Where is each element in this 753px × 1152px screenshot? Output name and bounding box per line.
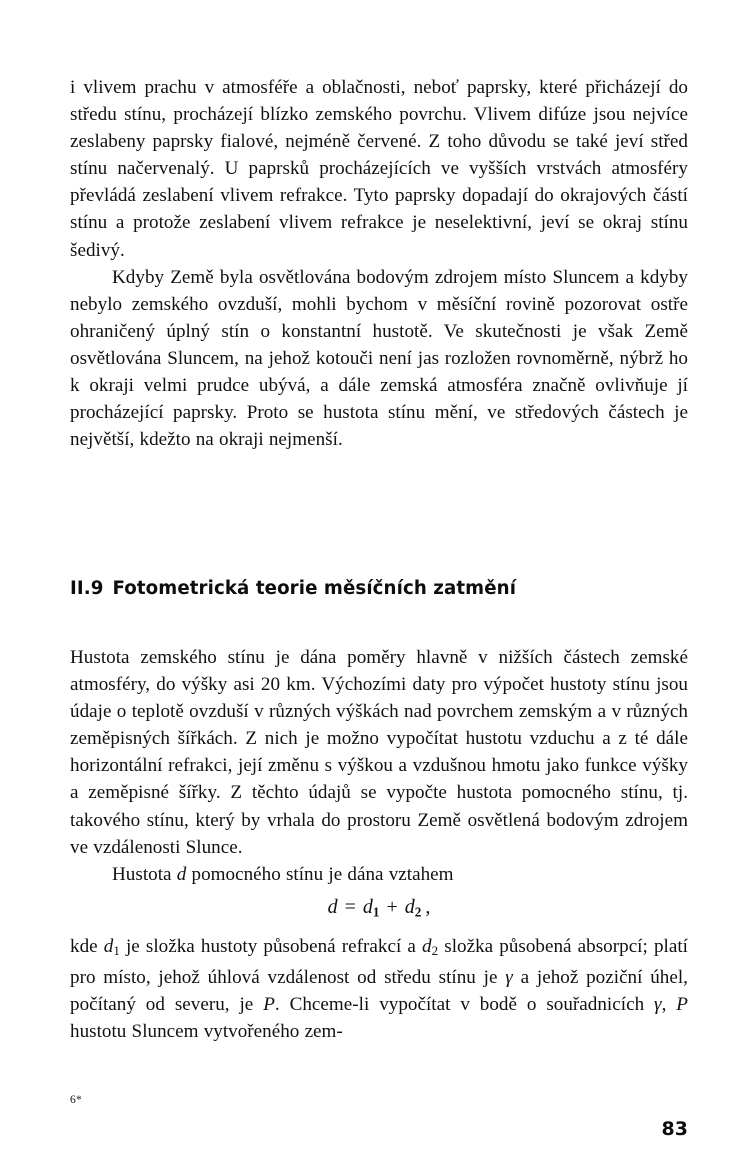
signature-mark: 6* xyxy=(70,1094,83,1106)
def-variable-d1-subscript: 1 xyxy=(113,942,120,958)
paragraph-density-intro xyxy=(70,861,688,888)
def-variable-d2-subscript: 2 xyxy=(431,942,439,958)
paragraph-shadow-density: Hustota zemského stínu je dána poměry hlavně v nižších částech zemské atmosféry, do výšky asi 20 km. Výchozími daty pro výpočet hustoty stínu jsou údaje o teplotě ovzduší v různých výškách nad povrchem zemským a v různých zeměpisných šířkách. Z nich je možno vypočítat hustotu vzduchu a z té dále horizontální refrakci, její změnu s výškou a vzdušnou hmotu jako funkce výšky a zeměpisné šířky. Z těchto údajů se vypočte hustota pomocného stínu, tj. takového stínu, který by vrhala do prostoru Země osvětlená bodovým zdrojem ve vzdálenosti Slunce. xyxy=(70,647,688,858)
def-segment-6: , xyxy=(661,993,677,1015)
def-variable-d2 xyxy=(422,936,438,957)
text-column-upper xyxy=(70,74,688,453)
equation-term-1 xyxy=(363,896,380,918)
density-intro-suffix: pomocného stínu je dána vztahem xyxy=(186,863,454,885)
def-variable-p-1: P xyxy=(263,993,275,1015)
density-intro-prefix: Hustota xyxy=(112,863,177,885)
def-segment-4: a jehož poziční úhel, počítaný od severu, je xyxy=(70,966,688,1015)
display-equation-density xyxy=(70,894,688,926)
text-column-lower xyxy=(70,644,688,1045)
equation-equals-sign: = xyxy=(344,895,356,918)
def-variable-p-2: P xyxy=(676,993,688,1015)
def-variable-gamma-2: γ xyxy=(654,993,662,1015)
equation-term-1-subscript: 1 xyxy=(372,904,380,920)
def-variable-d2-base: d xyxy=(422,935,432,957)
section-heading xyxy=(70,578,688,599)
page-number: 83 xyxy=(661,1118,688,1140)
equation-term-2-subscript: 2 xyxy=(414,904,422,920)
equation-lhs: d xyxy=(327,895,338,918)
paragraph-variable-definitions xyxy=(70,933,688,1046)
equation-term-2 xyxy=(405,896,422,918)
equation-term-2-base: d xyxy=(404,895,415,918)
equation-trailing-comma: , xyxy=(425,895,431,918)
def-segment-2: je složka hustoty působená refrakcí a xyxy=(119,935,423,957)
def-variable-d1 xyxy=(104,936,120,957)
def-segment-5: . Chceme-li vypočítat v bodě o souřadnicích xyxy=(274,993,655,1015)
paragraph-continuation: i vlivem prachu v atmosféře a oblačnosti, neboť paprsky, které přicházejí do středu stínu, procházejí blízko zemského povrchu. Vlivem difúze jsou nejvíce zeslabeny paprsky fialové, nejméně červené. Z toho důvodu se také jeví střed stínu načervenalý. U paprsků procházejících ve vyšších vrstvách atmosféry převládá zeslabení vlivem refrakce. Tyto paprsky dopadají do okrajových částí stínu a protože zeslabení vlivem refrakce je neselektivní, jeví se okraj stínu šedivý. xyxy=(70,77,688,261)
equation-plus-sign: + xyxy=(386,895,398,918)
density-variable-d: d xyxy=(176,863,187,885)
section-number: II.9 xyxy=(70,578,104,599)
def-segment-3: složka působená absorpcí; platí pro místo, jehož úhlová vzdálenost od středu stínu je xyxy=(70,935,688,988)
def-variable-d1-base: d xyxy=(103,935,114,957)
section-title: Fotometrická teorie měsíčních zatmění xyxy=(112,578,517,599)
def-segment-1: kde xyxy=(70,935,104,957)
paragraph-point-source: Kdyby Země byla osvětlována bodovým zdrojem místo Sluncem a kdyby nebylo zemského ovzduší, mohli bychom v měsíční rovině pozorovat ostře ohraničený úplný stín o konstantní hustotě. Ve skutečnosti je však Země osvětlována Sluncem, na jehož kotouči není jas rozložen rovnoměrně, nýbrž ho k okraji velmi prudce ubývá, a dále zemská atmosféra značně ovlivňuje jí procházející paprsky. Proto se hustota stínu mění, ve středových částech je největší, kdežto na okraji nejmenší. xyxy=(70,266,688,451)
def-variable-gamma-1: γ xyxy=(505,966,513,988)
equation-term-1-base: d xyxy=(362,895,373,918)
def-segment-7: hustotu Sluncem vytvořeného zem- xyxy=(70,1021,343,1043)
